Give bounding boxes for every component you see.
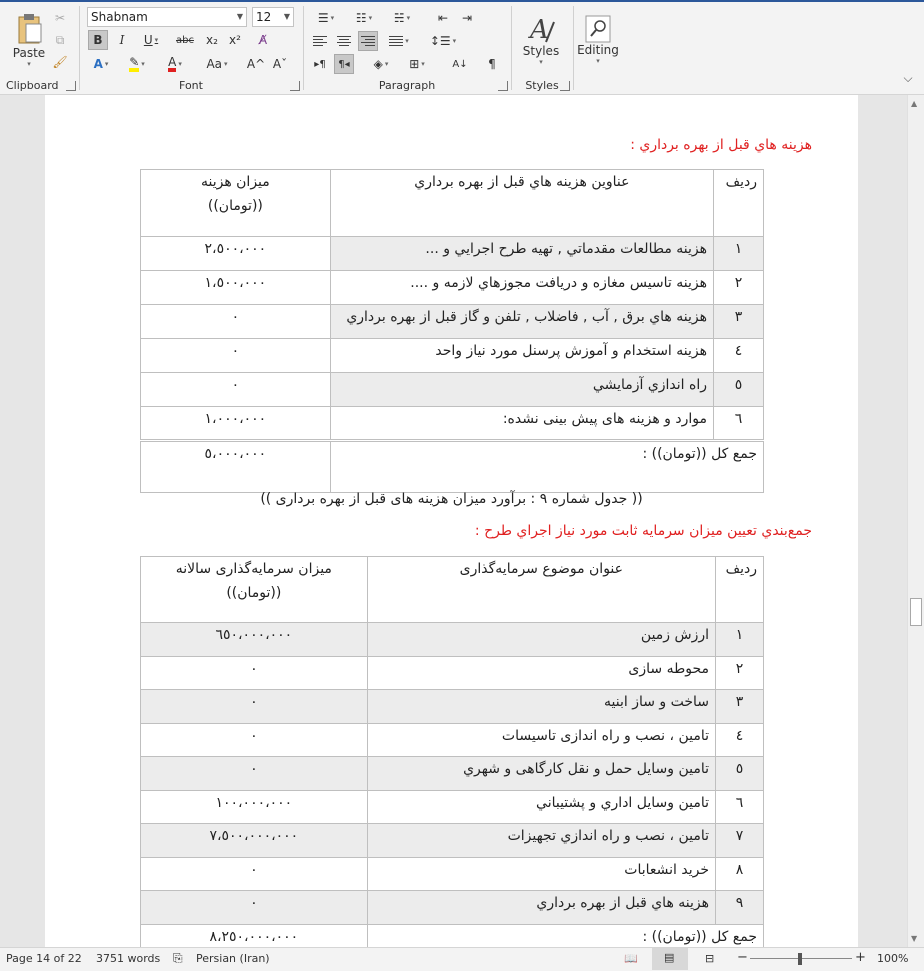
font-color-button[interactable] xyxy=(160,54,190,74)
clipboard-group xyxy=(0,2,78,94)
status-bar xyxy=(0,947,924,971)
row-title: هزينه استخدام و آموزش پرسنل مورد نياز واحد xyxy=(330,339,713,373)
row-amount: ٧،٥٠٠،٠٠٠،٠٠٠ xyxy=(141,824,368,858)
header-amount-unit: ((تومان)) xyxy=(226,585,282,601)
vertical-scrollbar[interactable] xyxy=(907,95,924,947)
underline-button[interactable] xyxy=(136,30,166,50)
table-row xyxy=(141,657,764,690)
superscript-button[interactable] xyxy=(225,30,245,50)
chevron-down-icon: ▾ xyxy=(452,37,457,45)
chevron-down-icon: ▾ xyxy=(539,58,543,66)
chevron-down-icon: ▾ xyxy=(406,14,411,22)
row-num: ٣ xyxy=(716,690,764,724)
collapse-ribbon-icon[interactable]: ⌵ xyxy=(903,70,913,85)
bold-button[interactable] xyxy=(88,30,108,50)
row-amount: ١٠٠،٠٠٠،٠٠٠ xyxy=(141,791,368,824)
chevron-down-icon: ▾ xyxy=(368,14,373,22)
underline-label: U xyxy=(143,33,153,47)
ribbon xyxy=(0,0,924,95)
table-row xyxy=(141,858,764,891)
word-count[interactable]: 3751 words xyxy=(96,952,161,965)
chevron-down-icon: ▾ xyxy=(405,37,409,45)
shrink-font-label: Aˇ xyxy=(272,57,288,71)
strikethrough-button[interactable] xyxy=(172,30,198,50)
italic-label: I xyxy=(119,33,125,47)
row-amount: ٠ xyxy=(141,891,368,925)
show-formatting-icon[interactable]: ¶ xyxy=(488,57,496,71)
grow-font-button[interactable] xyxy=(246,54,266,74)
editing-label: Editing xyxy=(577,43,619,57)
header-amount-label: ميزان سرمايه‌گذاری سالانه xyxy=(175,561,332,577)
clipboard-label: Clipboard xyxy=(6,79,59,92)
row-num: ٢ xyxy=(714,271,764,305)
text-effects-label: A xyxy=(93,57,103,71)
chevron-down-icon: ▾ xyxy=(596,57,600,65)
clear-formatting-icon[interactable]: A̸ xyxy=(258,33,268,47)
multilevel-list-icon: ☵ xyxy=(393,11,405,25)
table-row xyxy=(141,791,764,824)
chevron-down-icon: ▼ xyxy=(236,12,243,21)
font-name-value: Shabnam xyxy=(91,10,148,24)
styles-button-label: Styles xyxy=(522,44,560,58)
row-num: ٨ xyxy=(716,858,764,891)
table-row xyxy=(141,824,764,858)
row-num: ٩ xyxy=(716,891,764,925)
copy-icon[interactable]: ⧉ xyxy=(55,32,65,47)
row-title: ساخت و ساز ابنيه xyxy=(367,690,715,724)
table-row xyxy=(141,271,764,305)
clipboard-launcher-icon[interactable] xyxy=(66,81,76,91)
row-num: ٥ xyxy=(716,757,764,791)
proofing-icon[interactable]: ⎘ xyxy=(173,951,183,965)
language-indicator[interactable]: Persian (Iran) xyxy=(196,952,270,965)
row-title: محوطه سازی xyxy=(367,657,715,690)
shading-button[interactable] xyxy=(366,54,396,74)
header-title: عنوان موضوع سرمايه‌گذاری xyxy=(367,557,715,623)
zoom-slider-thumb[interactable] xyxy=(798,953,802,965)
subscript-button[interactable] xyxy=(202,30,222,50)
strike-label: abc xyxy=(176,34,194,46)
row-title: هزينه هاي قبل از بهره برداري xyxy=(367,891,715,925)
cut-icon[interactable]: ✂ xyxy=(54,11,66,25)
sort-icon[interactable]: A↓ xyxy=(452,58,468,70)
styles-launcher-icon[interactable] xyxy=(560,81,570,91)
increase-indent-icon[interactable]: ⇥ xyxy=(461,11,473,25)
table-row xyxy=(141,757,764,791)
header-amount-label: ميزان هزينه xyxy=(200,174,270,190)
font-launcher-icon[interactable] xyxy=(290,81,300,91)
justify-button[interactable] xyxy=(384,31,414,51)
styles-button[interactable] xyxy=(516,8,566,72)
font-size-value: 12 xyxy=(256,10,272,24)
format-painter-icon[interactable]: 🖌 xyxy=(52,55,68,69)
chevron-down-icon: ▾ xyxy=(384,60,389,68)
row-amount: ٢،٥٠٠،٠٠٠ xyxy=(141,237,331,271)
shading-icon: ◈ xyxy=(373,57,383,71)
row-num: ٤ xyxy=(714,339,764,373)
styles-icon xyxy=(526,14,556,44)
row-title: خريد انشعابات xyxy=(367,858,715,891)
row-num: ١ xyxy=(714,237,764,271)
multilevel-list-button[interactable] xyxy=(386,8,418,28)
text-effects-button[interactable] xyxy=(86,54,116,74)
align-right-icon[interactable] xyxy=(358,31,378,51)
row-title: تامين وسايل اداري و پشتيباني xyxy=(367,791,715,824)
paragraph-launcher-icon[interactable] xyxy=(498,81,508,91)
bullets-icon: ☰ xyxy=(317,11,329,25)
editing-group xyxy=(574,2,618,94)
row-num: ١ xyxy=(716,623,764,657)
justify-icon xyxy=(389,34,403,48)
row-num: ٤ xyxy=(716,724,764,757)
row-title: تامين ، نصب و راه اندازي تجهيزات xyxy=(367,824,715,858)
rtl-direction-icon[interactable]: ¶◂ xyxy=(334,54,354,74)
row-title: هزينه تاسيس مغازه و دريافت مجوزهاي لازمه و .... xyxy=(330,271,713,305)
zoom-level[interactable]: 100% xyxy=(877,952,909,965)
row-title: تامين وسايل حمل و نقل کارگاهی و شهري xyxy=(367,757,715,791)
row-num: ٢ xyxy=(716,657,764,690)
chevron-down-icon: ▾ xyxy=(330,14,335,22)
row-num: ٧ xyxy=(716,824,764,858)
scroll-up-icon[interactable]: ▲ xyxy=(911,99,918,108)
editing-button[interactable] xyxy=(576,8,620,72)
table1-heading: هزینه هاي قبل از بهره برداري : xyxy=(630,137,812,153)
table-total-row xyxy=(141,441,764,493)
highlight-icon: ✎ xyxy=(129,56,139,72)
borders-button[interactable] xyxy=(402,54,432,74)
read-mode-icon[interactable]: 📖 xyxy=(624,952,638,965)
total-label: جمع کل ((تومان)) : xyxy=(330,441,763,493)
bold-label: B xyxy=(93,33,103,47)
pre-operation-costs-table xyxy=(140,169,764,493)
line-spacing-icon: ↕☰ xyxy=(429,34,451,48)
table-row xyxy=(141,891,764,925)
row-amount: ٠ xyxy=(141,657,368,690)
row-num: ٦ xyxy=(716,791,764,824)
scrollbar-thumb[interactable] xyxy=(910,598,922,626)
paste-button[interactable] xyxy=(10,8,48,72)
numbering-button[interactable] xyxy=(348,8,380,28)
decrease-indent-icon[interactable]: ⇤ xyxy=(437,11,449,25)
header-num: رديف xyxy=(714,170,764,237)
chevron-down-icon: ▾ xyxy=(421,60,425,68)
chevron-down-icon: ▼ xyxy=(283,12,290,21)
zoom-out-icon[interactable]: − xyxy=(737,950,748,965)
font-label: Font xyxy=(179,79,203,92)
row-amount: ٠ xyxy=(141,690,368,724)
chevron-down-icon: ▾ xyxy=(154,36,159,44)
document-canvas xyxy=(0,95,907,947)
chevron-down-icon: ▾ xyxy=(224,60,228,68)
styles-group xyxy=(512,2,572,94)
table-row xyxy=(141,373,764,407)
page-count[interactable]: Page 14 of 22 xyxy=(6,952,82,965)
table-row xyxy=(141,339,764,373)
total-amount: ٥،٠٠٠،٠٠٠ xyxy=(141,441,331,493)
print-layout-icon: ▤ xyxy=(664,951,675,964)
row-num: ٣ xyxy=(714,305,764,339)
table-row xyxy=(141,305,764,339)
row-amount: ١،٠٠٠،٠٠٠ xyxy=(141,407,331,441)
row-title: تامين ، نصب و راه اندازی تاسيسات xyxy=(367,724,715,757)
fixed-capital-table xyxy=(140,556,764,947)
paragraph-label: Paragraph xyxy=(378,79,436,92)
italic-button[interactable] xyxy=(112,30,132,50)
svg-text:A: A xyxy=(530,15,549,44)
web-layout-icon[interactable]: ⊟ xyxy=(705,952,715,965)
table-row xyxy=(141,724,764,757)
row-num: ٦ xyxy=(714,407,764,441)
font-group xyxy=(80,2,302,94)
row-amount: ٠ xyxy=(141,757,368,791)
header-amount-unit: ((تومان)) xyxy=(207,198,263,214)
scroll-down-icon[interactable]: ▼ xyxy=(911,934,918,943)
total-amount: ٨،٢٥٠،٠٠٠،٠٠٠ xyxy=(141,925,368,948)
shrink-font-button[interactable] xyxy=(270,54,290,74)
bullets-button[interactable] xyxy=(310,8,342,28)
grow-font-label: A^ xyxy=(246,57,266,71)
zoom-in-icon[interactable]: + xyxy=(855,950,866,965)
align-left-icon[interactable] xyxy=(310,31,330,51)
row-amount: ٠ xyxy=(141,373,331,407)
paste-icon xyxy=(14,12,44,46)
subscript-label: x₂ xyxy=(206,33,218,47)
total-label: جمع کل ((تومان)) : xyxy=(367,925,763,948)
row-amount: ٦٥٠،٠٠٠،٠٠٠ xyxy=(141,623,368,657)
table2-heading: جمع‌بندي تعيين ميزان سرمايه ثابت مورد نياز اجراي طرح : xyxy=(474,523,812,539)
header-amount xyxy=(141,557,368,623)
ltr-direction-icon[interactable]: ▸¶ xyxy=(314,58,326,70)
change-case-button[interactable] xyxy=(200,54,234,74)
row-amount: ١،٥٠٠،٠٠٠ xyxy=(141,271,331,305)
table-total-row xyxy=(141,925,764,948)
highlight-button[interactable] xyxy=(122,54,152,74)
header-title: عناوين هزينه هاي قبل از بهره برداري xyxy=(330,170,713,237)
header-num: رديف xyxy=(716,557,764,623)
font-color-icon: A xyxy=(168,56,176,72)
styles-label: Styles xyxy=(525,79,559,92)
row-num: ٥ xyxy=(714,373,764,407)
table-row xyxy=(141,690,764,724)
superscript-label: x² xyxy=(229,33,241,47)
table-row xyxy=(141,623,764,657)
row-title: هزينه مطالعات مقدماتي , تهيه طرح اجرايي و ... xyxy=(330,237,713,271)
row-amount: ٠ xyxy=(141,305,331,339)
paste-label: Paste xyxy=(12,46,46,60)
change-case-label: Aa xyxy=(206,57,223,71)
row-amount: ٠ xyxy=(141,339,331,373)
chevron-down-icon: ▾ xyxy=(141,60,145,68)
header-amount xyxy=(141,170,331,237)
table-header-row xyxy=(141,557,764,623)
row-title: هزينه هاي برق , آب , فاضلاب , تلفن و گاز قبل از بهره برداري xyxy=(330,305,713,339)
row-amount: ٠ xyxy=(141,858,368,891)
paste-dropdown-icon: ▾ xyxy=(27,60,31,68)
paragraph-group xyxy=(304,2,510,94)
table-row xyxy=(141,407,764,441)
line-spacing-button[interactable] xyxy=(428,31,458,51)
row-title: ارزش زمين xyxy=(367,623,715,657)
table-row xyxy=(141,237,764,271)
table1-caption: (( جدول شماره ٩ : برآورد ميزان هزينه های قبل از بهره برداری )) xyxy=(260,491,643,507)
chevron-down-icon: ▾ xyxy=(104,60,109,68)
magnifier-icon xyxy=(585,15,611,43)
row-amount: ٠ xyxy=(141,724,368,757)
font-name-combo[interactable] xyxy=(87,7,247,27)
chevron-down-icon: ▾ xyxy=(178,60,182,68)
align-center-icon[interactable] xyxy=(334,31,354,51)
table-header-row xyxy=(141,170,764,237)
borders-icon: ⊞ xyxy=(409,57,420,71)
row-title: راه اندازي آزمايشي xyxy=(330,373,713,407)
numbering-icon: ☷ xyxy=(355,11,367,25)
row-title: موارد و هزينه های پیش بینی نشده: xyxy=(330,407,713,441)
font-size-combo[interactable] xyxy=(252,7,294,27)
